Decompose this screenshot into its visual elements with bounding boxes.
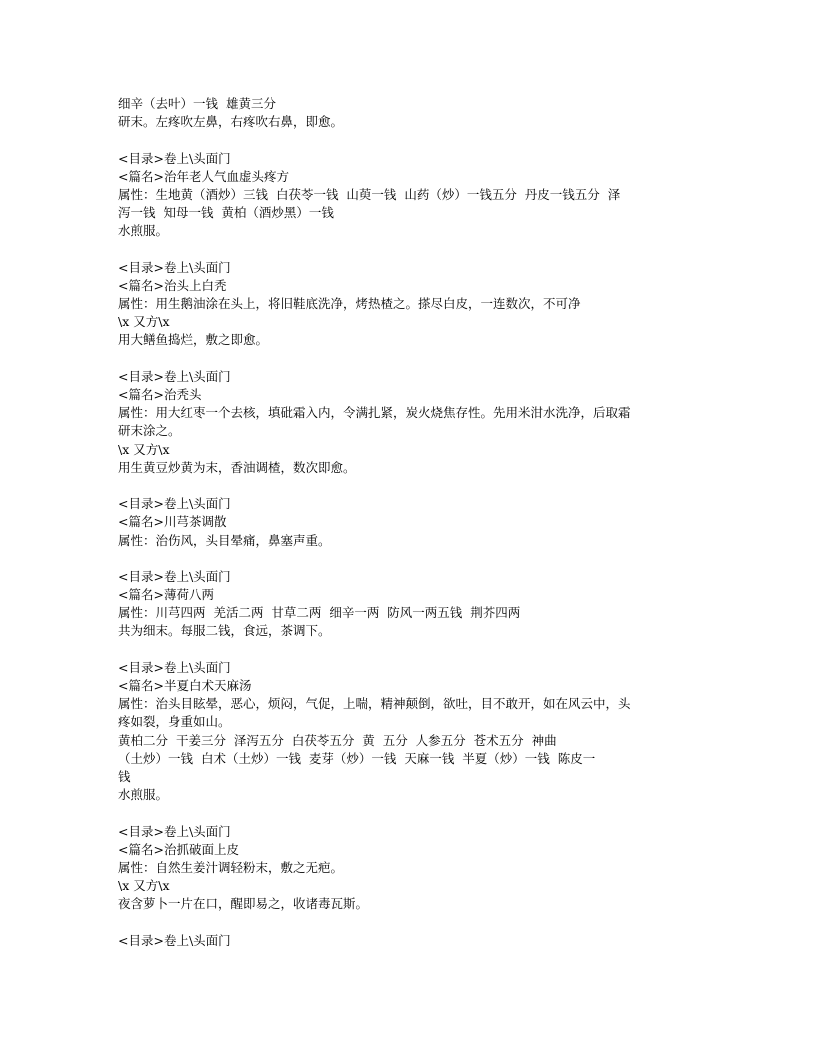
blank-line (118, 804, 708, 822)
text-line: 用生黄豆炒黄为末，香油调楂，数次即愈。 (118, 459, 356, 475)
catalog-line: <目录>卷上\头面门 (118, 150, 231, 166)
text-line: 属性：用大红枣一个去核，填砒霜入内，令满扎紧，炭火烧焦存性。先用米泔水洗净，后取霜 (118, 405, 631, 421)
blank-line (118, 477, 708, 495)
text-line: 研末涂之。 (118, 423, 181, 439)
text-line: 属性：治头目眩晕，恶心，烦闷，气促，上喘，精神颠倒，欲吐，目不敢开，如在风云中，头 (118, 696, 631, 712)
blank-line (118, 913, 708, 931)
chapter-title-line: <篇名>治年老人气血虚头疼方 (118, 168, 289, 184)
text-line: 研末。左疼吹左鼻，右疼吹右鼻，即愈。 (118, 114, 344, 130)
blank-line (118, 641, 708, 659)
catalog-line: <目录>卷上\头面门 (118, 496, 231, 512)
text-line: 共为细末。每服二钱，食远，茶调下。 (118, 623, 331, 639)
text-line: 细辛（去叶）一钱 雄黄三分 (118, 96, 276, 111)
text-line: 属性：川芎四两 羌活二两 甘草二两 细辛一两 防风一两五钱 荆芥四两 (118, 605, 521, 621)
text-line: 属性：治伤风，头目晕痛，鼻塞声重。 (118, 532, 331, 548)
text-line: 水煎服。 (118, 223, 169, 239)
text-line: 属性：自然生姜汁调轻粉末，敷之无疤。 (118, 859, 344, 875)
text-line: 疼如裂，身重如山。 (118, 714, 231, 730)
blank-line (118, 550, 708, 568)
chapter-title-line: <篇名>治抓破面上皮 (118, 841, 239, 857)
alternate-recipe-marker: \x 又方\x (118, 314, 170, 330)
chapter-title-line: <篇名>半夏白术天麻汤 (118, 678, 252, 693)
chapter-title-line: <篇名>薄荷八两 (118, 587, 214, 603)
text-line: （土炒）一钱 白术（土炒）一钱 麦芽（炒）一钱 天麻一钱 半夏（炒）一钱 陈皮一 (118, 750, 596, 766)
text-line: 水煎服。 (118, 787, 169, 803)
blank-line (118, 131, 708, 149)
blank-line (118, 350, 708, 368)
blank-line (118, 241, 708, 259)
text-line: 属性：用生鹅油涂在头上，将旧鞋底洗净，烤热楂之。搽尽白皮，一连数次，不可净 (118, 296, 581, 312)
text-line: 夜含萝卜一片在口，醒即易之，收诸毒瓦斯。 (118, 896, 369, 912)
text-line: 黄柏二分 干姜三分 泽泻五分 白茯苓五分 黄 五分 人参五分 苍术五分 神曲 (118, 732, 557, 748)
text-line: 属性：生地黄（酒炒）三钱 白茯苓一钱 山萸一钱 山药（炒）一钱五分 丹皮一钱五分 泽 (118, 186, 621, 202)
catalog-line: <目录>卷上\头面门 (118, 659, 231, 675)
text-line: 泻一钱 知母一钱 黄柏（酒炒黑）一钱 (118, 205, 334, 221)
catalog-line: <目录>卷上\头面门 (118, 932, 231, 948)
document-page (118, 95, 708, 950)
catalog-line: <目录>卷上\头面门 (118, 823, 231, 839)
alternate-recipe-marker: \x 又方\x (118, 441, 170, 457)
text-line: 钱 (118, 768, 131, 784)
catalog-line: <目录>卷上\头面门 (118, 568, 231, 584)
catalog-line: <目录>卷上\头面门 (118, 368, 231, 384)
catalog-line: <目录>卷上\头面门 (118, 259, 231, 275)
chapter-title-line: <篇名>治秃头 (118, 387, 202, 402)
chapter-title-line: <篇名>川芎茶调散 (118, 514, 227, 530)
text-line: 用大鳝鱼捣烂，敷之即愈。 (118, 332, 269, 348)
alternate-recipe-marker: \x 又方\x (118, 878, 170, 894)
chapter-title-line: <篇名>治头上白秃 (118, 277, 227, 293)
